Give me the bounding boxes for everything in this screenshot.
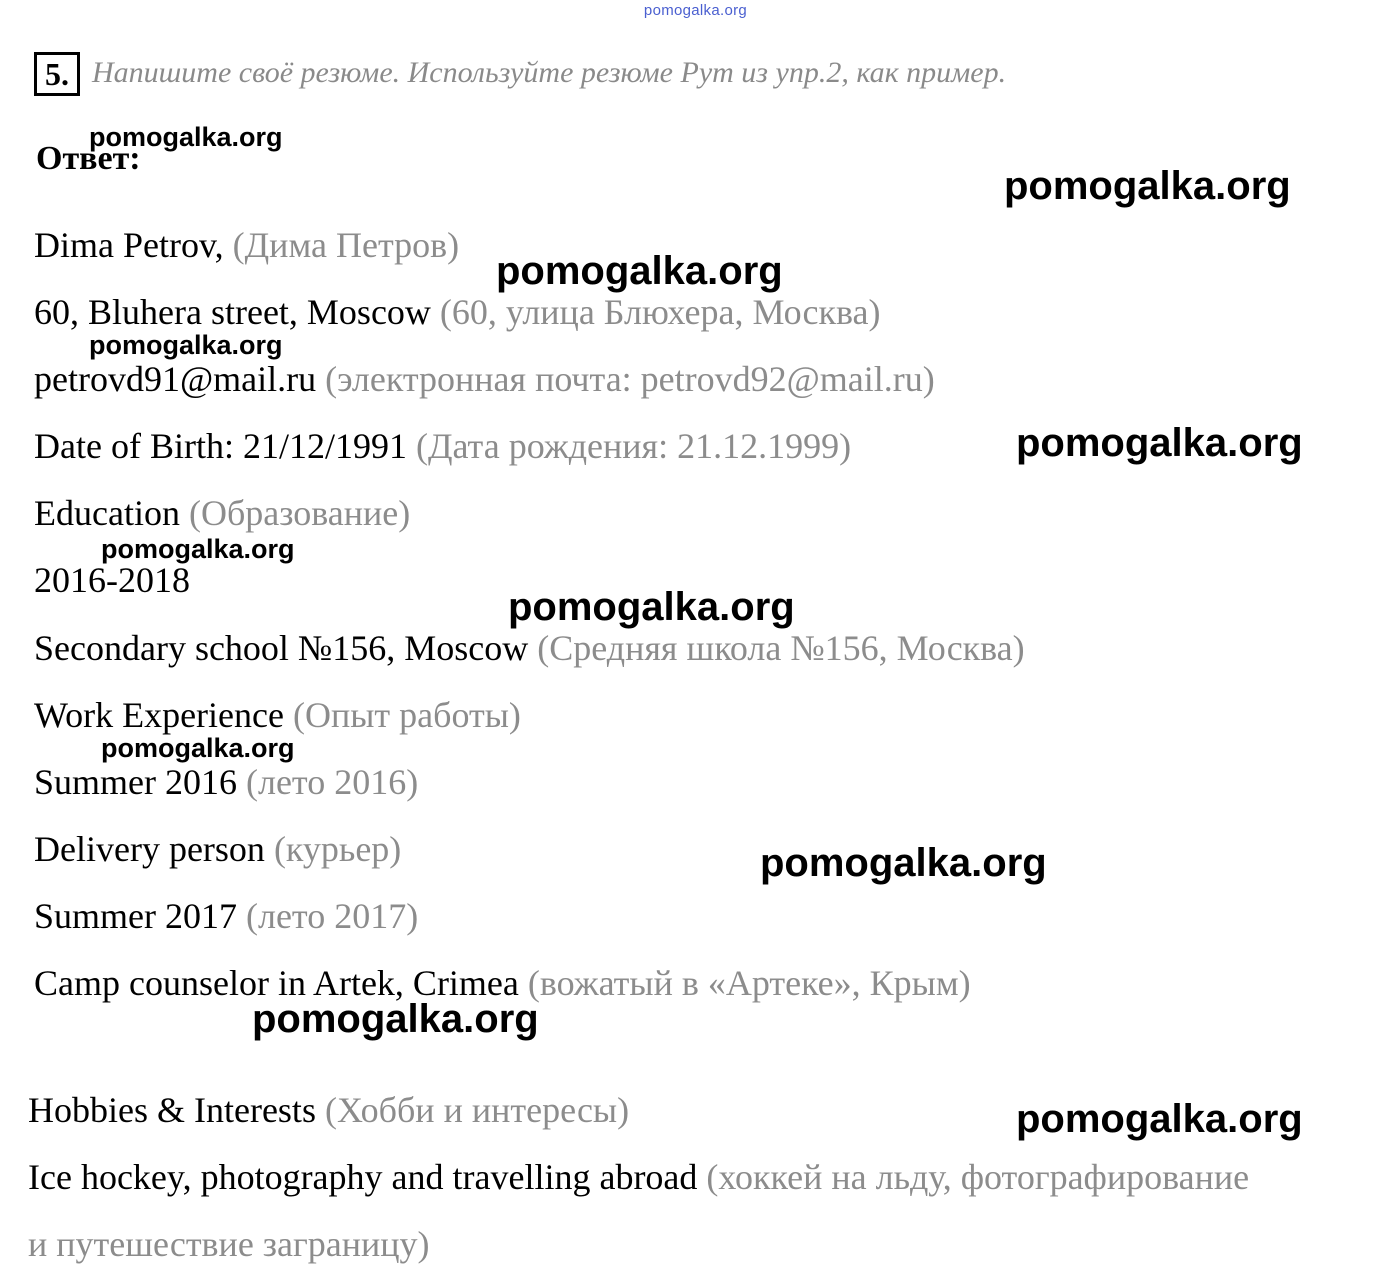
resume-line-email xyxy=(34,358,935,400)
line-russian: (Дима Петров) xyxy=(232,225,460,265)
line-english: Summer 2016 xyxy=(34,762,237,802)
line-russian: (Средняя школа №156, Москва) xyxy=(537,628,1025,668)
line-russian: (Дата рождения: 21.12.1999) xyxy=(415,426,852,466)
line-english: Work Experience xyxy=(34,695,284,735)
line-russian: и путешествие заграницу) xyxy=(28,1224,430,1264)
task-instruction: Напишите своё резюме. Используйте резюме Рут из упр.2, как пример. xyxy=(92,56,1007,89)
line-english: Ice hockey, photography and travelling abroad xyxy=(28,1157,698,1197)
watermark: pomogalka.org xyxy=(1016,1097,1303,1141)
line-english: Dima Petrov, xyxy=(34,225,224,265)
resume-line-address xyxy=(34,291,880,333)
resume-line-name xyxy=(34,224,459,266)
line-english: 2016-2018 xyxy=(34,560,190,600)
resume-line-hobbies-list-cont xyxy=(28,1223,430,1265)
resume-line-education xyxy=(34,492,410,534)
site-header[interactable]: pomogalka.org xyxy=(643,2,748,19)
watermark: pomogalka.org xyxy=(101,733,295,763)
line-english: Secondary school №156, Moscow xyxy=(34,628,529,668)
line-english: Summer 2017 xyxy=(34,896,237,936)
line-russian: (электронная почта: petrovd92@mail.ru) xyxy=(325,359,935,399)
line-english: 60, Bluhera street, Moscow xyxy=(34,292,431,332)
line-russian: (60, улица Блюхера, Москва) xyxy=(439,292,881,332)
watermark: pomogalka.org xyxy=(89,122,283,152)
watermark: pomogalka.org xyxy=(496,249,783,293)
watermark: pomogalka.org xyxy=(252,997,539,1041)
line-russian: (вожатый в «Артеке», Крым) xyxy=(527,963,971,1003)
watermark: pomogalka.org xyxy=(101,534,295,564)
watermark: pomogalka.org xyxy=(1004,164,1291,208)
resume-line-school xyxy=(34,627,1025,669)
line-russian: (Хобби и интересы) xyxy=(324,1090,630,1130)
line-english: Date of Birth: 21/12/1991 xyxy=(34,426,407,466)
line-russian: (лето 2016) xyxy=(246,762,419,802)
resume-line-delivery xyxy=(34,828,401,870)
resume-line-summer-2016 xyxy=(34,761,418,803)
watermark: pomogalka.org xyxy=(89,330,283,360)
line-russian: (Образование) xyxy=(188,493,411,533)
line-english: Camp counselor in Artek, Crimea xyxy=(34,963,519,1003)
resume-line-hobbies xyxy=(28,1089,629,1131)
watermark: pomogalka.org xyxy=(760,841,1047,885)
line-russian: (хоккей на льду, фотографирование xyxy=(706,1157,1250,1197)
line-russian: (Опыт работы) xyxy=(292,695,521,735)
line-english: Education xyxy=(34,493,180,533)
resume-line-birth xyxy=(34,425,851,467)
resume-line-work xyxy=(34,694,521,736)
line-russian: (лето 2017) xyxy=(246,896,419,936)
watermark: pomogalka.org xyxy=(1016,421,1303,465)
task-number: 5. xyxy=(34,52,80,96)
answer-label: Ответ: xyxy=(36,140,141,177)
line-english: petrovd91@mail.ru xyxy=(34,359,317,399)
resume-line-years xyxy=(34,559,190,601)
watermark: pomogalka.org xyxy=(508,585,795,629)
line-english: Hobbies & Interests xyxy=(28,1090,316,1130)
line-english: Delivery person xyxy=(34,829,265,869)
line-russian: (курьер) xyxy=(273,829,402,869)
resume-line-hobbies-list xyxy=(28,1156,1249,1198)
resume-line-summer-2017 xyxy=(34,895,418,937)
